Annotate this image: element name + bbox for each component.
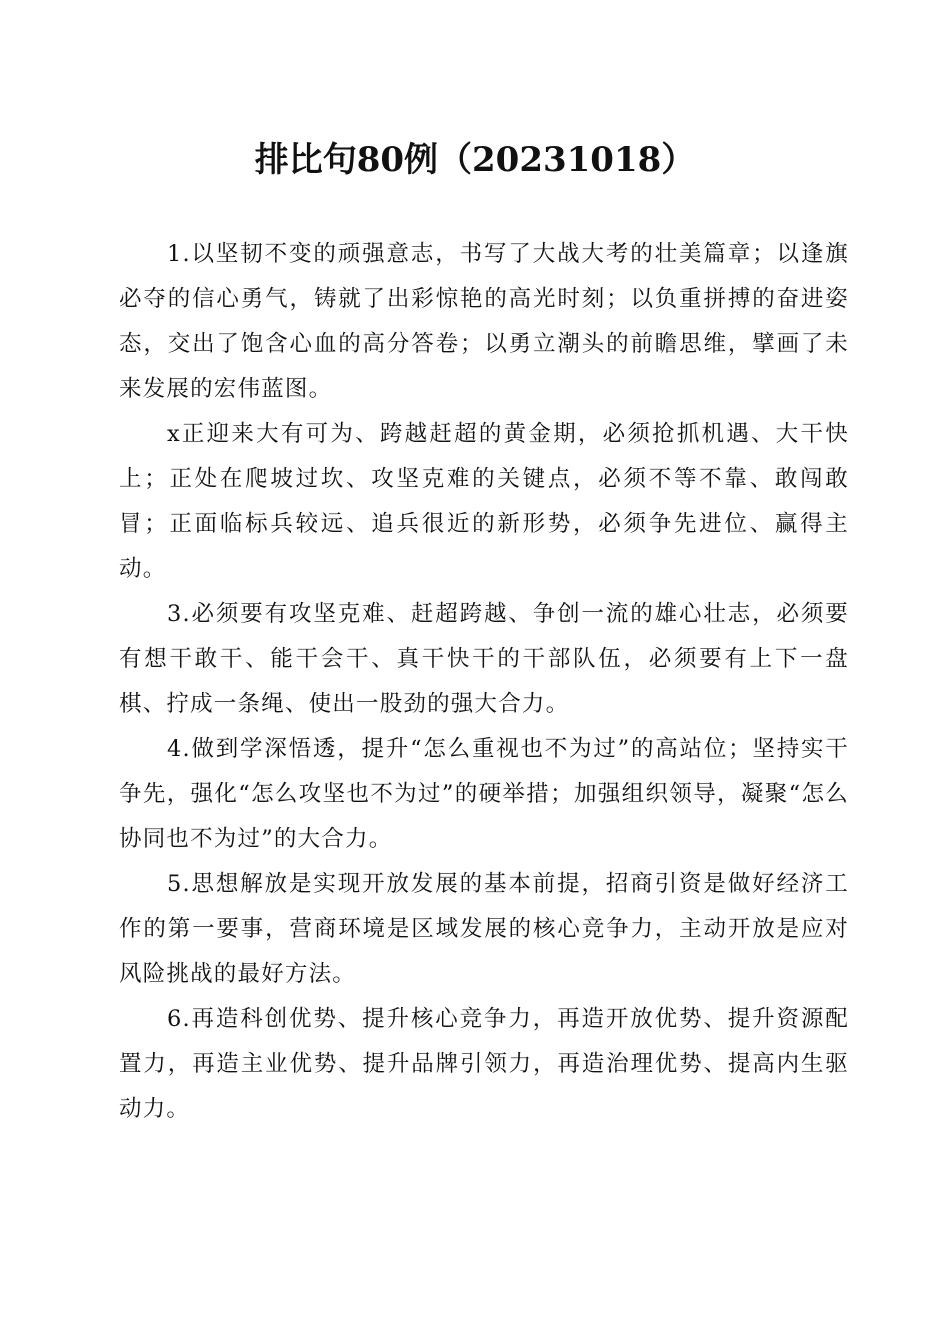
paragraph-5: 5.思想解放是实现开放发展的基本前提，招商引资是做好经济工作的第一要事，营商环境是区域发展的核心竞争力，主动开放是应对风险挑战的最好方法。 [119,871,849,987]
paragraph-6: 6.再造科创优势、提升核心竞争力，再造开放优势、提升资源配置力，再造主业优势、提升品牌引领力，再造治理优势、提高内生驱动力。 [119,1006,849,1122]
paragraph-1: 1.以坚韧不变的顽强意志，书写了大战大考的壮美篇章；以逢旗必夺的信心勇气，铸就了出彩惊艳的高光时刻；以负重拼搏的奋进姿态，交出了饱含心血的高分答卷；以勇立潮头的前瞻思维，擘画了未来发展的宏伟蓝图。 [119,241,849,402]
paragraph-2: x正迎来大有可为、跨越赶超的黄金期，必须抢抓机遇、大干快上；正处在爬坡过坎、攻坚克难的关键点，必须不等不靠、敢闯敢冒；正面临标兵较远、追兵很近的新形势，必须争先进位、赢得主动。 [119,421,849,582]
document-body [119,232,849,1132]
paragraph-4: 4.做到学深悟透，提升“怎么重视也不为过”的高站位；坚持实干争先，强化“怎么攻坚也不为过”的硬举措；加强组织领导，凝聚“怎么协同也不为过”的大合力。 [119,736,849,852]
document-title: 排比句80例（20231018） [254,140,696,180]
paragraph-3: 3.必须要有攻坚克难、赶超跨越、争创一流的雄心壮志，必须要有想干敢干、能干会干、真干快干的干部队伍，必须要有上下一盘棋、拧成一条绳、使出一股劲的强大合力。 [119,601,849,717]
